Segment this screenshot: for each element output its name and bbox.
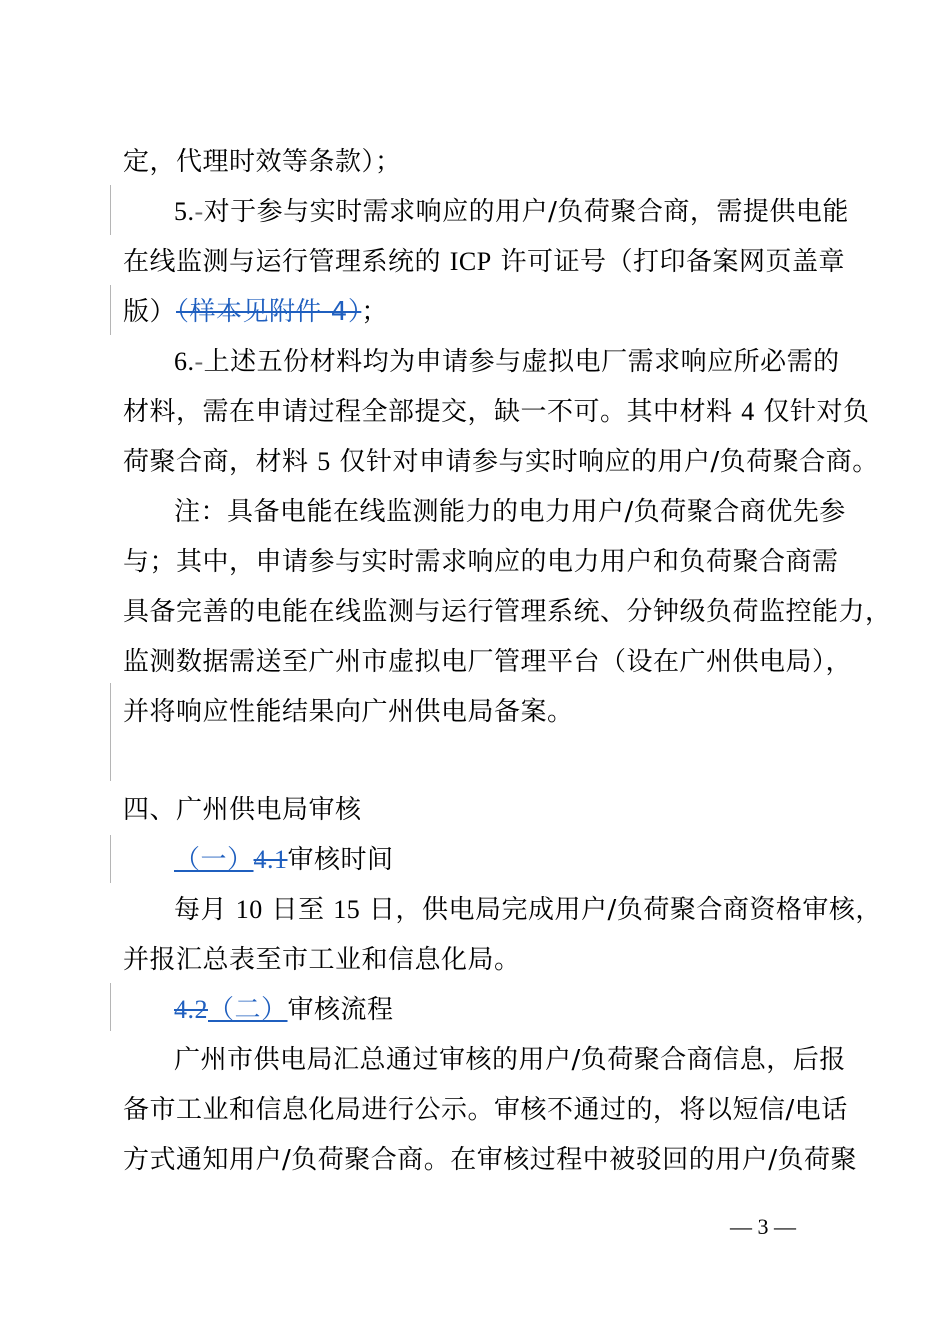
text-span: 与；其中，申请参与实时需求响应的电力用户和负荷聚合商需 [123,547,839,577]
text-span: 5 [317,447,331,476]
change-bar [110,185,111,235]
text-span: 材料，需在申请过程全部提交，缺一不可。其中材料 [123,397,742,427]
text-line [123,1093,848,1127]
text-line [123,943,521,977]
text-span: 日至 [262,895,334,925]
text-span: 定，代理时效等条款）； [123,147,402,177]
text-line [123,545,839,579]
text-span: 方式通知用户/负荷聚合商。在审核过程中被驳回的用户/负荷聚 [123,1145,858,1175]
text-span: 日，供电局完成用户/负荷聚合商资格审核， [360,895,882,925]
text-span: 备市工业和信息化局进行公示。审核不通过的，将以短信/电话 [123,1095,848,1125]
text-line [123,145,402,179]
text-span: 荷聚合商，材料 [123,447,318,477]
text-line [123,1143,857,1177]
text-span: 10 [235,895,263,924]
deleted-text: （样本见附件 4） [176,297,362,327]
text-span: 仅针对申请参与实时响应的用户/负荷聚合商。 [330,447,879,477]
deleted-text: 4.1 [253,845,288,874]
text-line [123,645,852,679]
item-6-line [174,345,840,379]
text-span: 15 [333,895,361,924]
section-title: 四、广州供电局审核 [123,795,362,825]
text-span: 仅针对负 [754,397,870,427]
text-line [174,1043,846,1077]
text-span: 版） [123,297,177,327]
inserted-text: （二） [208,995,288,1025]
item-number: 5. [174,197,195,226]
text-span: 具备完善的电能在线监测与运行管理系统、分钟级负荷监控能力， [123,597,892,627]
subsection-heading [174,993,394,1027]
subsection-heading [174,843,394,877]
text-line [174,893,882,927]
change-bar [110,683,111,781]
change-bar [110,285,111,335]
text-line [123,445,879,479]
text-span: ； [361,297,388,327]
text-span: 广州市供电局汇总通过审核的用户/负荷聚合商信息，后报 [174,1045,846,1075]
text-line [123,295,388,329]
item-number: 6. [174,347,195,376]
text-span: 每月 [174,895,236,925]
text-span: 在线监测与运行管理系统的 [123,247,450,277]
text-span: 4 [741,397,755,426]
subsection-title: 审核时间 [287,845,394,875]
text-line [123,245,845,279]
note-line [174,495,846,529]
text-span: 上述五份材料均为申请参与虚拟电厂需求响应所必需的 [203,347,840,377]
text-span: ICP [449,247,492,276]
text-span: 并将响应性能结果向广州供电局备案。 [123,697,574,727]
page-number: — 3 — [730,1214,796,1239]
list-dash: - [194,347,204,376]
text-line [123,695,574,729]
text-span: 注：具备电能在线监测能力的电力用户/负荷聚合商优先参 [174,497,846,527]
deleted-text: 4.2 [174,995,208,1024]
text-line [123,395,870,429]
change-bar [110,835,111,883]
text-line [123,595,892,629]
text-span: 并报汇总表至市工业和信息化局。 [123,945,521,975]
inserted-text: （一） [174,845,254,875]
text-span: 监测数据需送至广州市虚拟电厂管理平台（设在广州供电局）， [123,647,853,677]
text-span: 许可证号（打印备案网页盖章 [491,247,845,277]
change-bar [110,983,111,1031]
text-span: 对于参与实时需求响应的用户/负荷聚合商，需提供电能 [203,197,849,227]
item-5-line [174,195,849,229]
section-heading [123,793,362,827]
subsection-title: 审核流程 [287,995,394,1025]
list-dash: - [194,197,204,226]
